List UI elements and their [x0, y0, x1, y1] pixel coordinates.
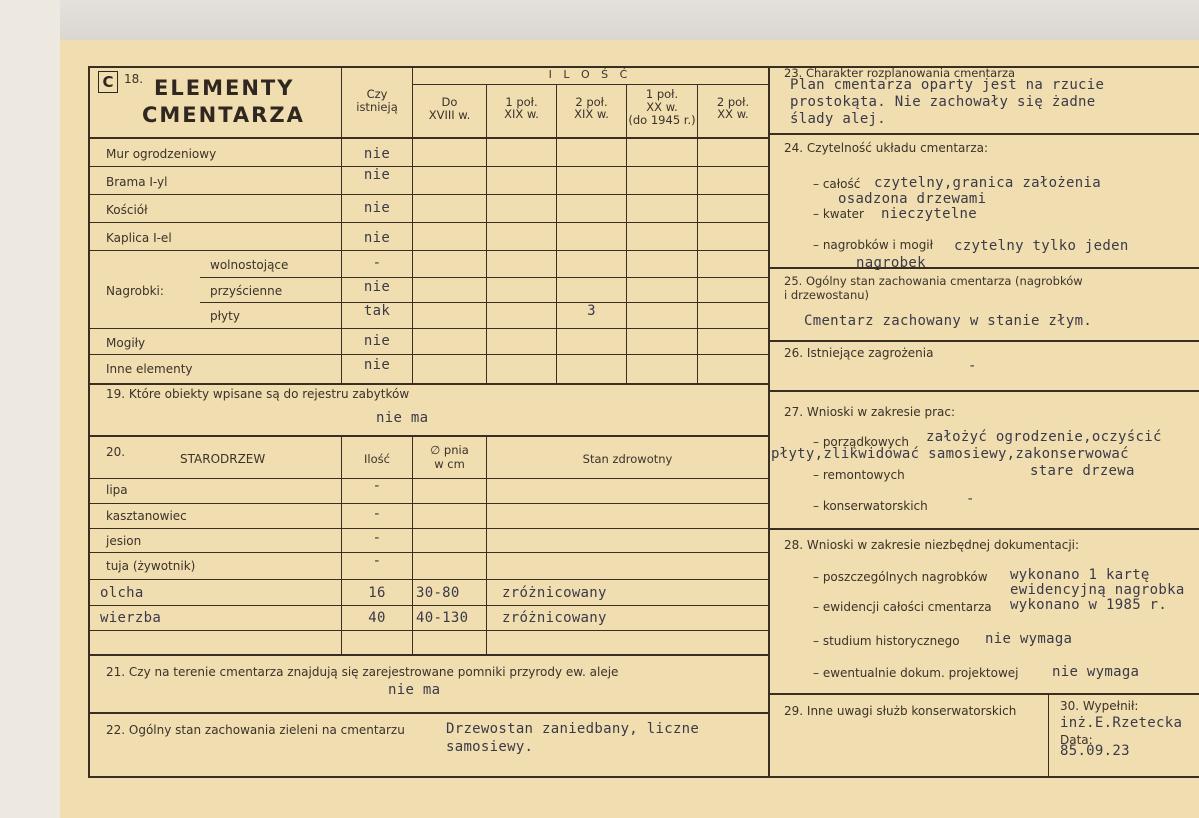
q30-label: 30. Wypełnił: — [1060, 699, 1139, 713]
cemetery-record-card — [60, 40, 1199, 818]
tree-row-qty: - — [372, 478, 382, 494]
tree-row-name: jesion — [106, 534, 142, 548]
q23-value-line3: ślady alej. — [790, 111, 887, 127]
q29-label: 29. Inne uwagi służb konserwatorskich — [784, 704, 1017, 718]
q23-value-line2: prostokąta. Nie zachowały się żadne — [790, 94, 1096, 110]
q30-date-label: Data: — [1060, 733, 1093, 747]
tree-row-name: olcha — [100, 585, 144, 601]
q28-item-value: wykonano w 1985 r. — [1010, 597, 1168, 613]
element-row-label: wolnostojące — [210, 258, 289, 272]
q27-label: 27. Wnioski w zakresie prac: — [784, 405, 956, 419]
elements-title-line1: ELEMENTY — [154, 76, 295, 100]
q28-label: 28. Wnioski w zakresie niezbędnej dokumentacji: — [784, 538, 1080, 552]
element-quantity-value: 3 — [587, 303, 596, 319]
element-exists-value: tak — [363, 303, 391, 319]
q27-item-label: – remontowych — [813, 468, 905, 482]
period-header-3-l2: XIX w. — [574, 107, 609, 121]
q21-value: nie ma — [388, 682, 441, 698]
q19-label: 19. Które obiekty wpisane są do rejestru zabytków — [106, 387, 410, 401]
q26-label: 26. Istniejące zagrożenia — [784, 346, 934, 360]
element-exists-value: nie — [363, 200, 391, 216]
period-header-1-l1: Do — [441, 95, 458, 109]
tree-row-qty: 40 — [368, 610, 386, 626]
q24-item-label: – nagrobków i mogił — [813, 238, 934, 252]
element-row-label: Mur ogrodzeniowy — [106, 147, 217, 161]
element-exists-value: nie — [363, 357, 391, 373]
period-header-2-l1: 1 poł. — [505, 95, 538, 109]
q19-value: nie ma — [376, 410, 429, 426]
q28-item-value: ewidencyjną nagrobka — [1010, 582, 1185, 598]
trees-health-header: Stan zdrowotny — [582, 452, 673, 466]
period-header-5-l1: 2 poł. — [716, 95, 750, 109]
tree-row-health: zróżnicowany — [502, 585, 607, 601]
element-exists-value: nie — [363, 146, 391, 162]
tree-row-name: kasztanowiec — [106, 509, 187, 523]
tree-row-name: lipa — [106, 483, 128, 497]
element-row-label: płyty — [210, 309, 240, 323]
tree-row-name: wierzba — [100, 610, 162, 626]
element-row-label: Brama I-yl — [106, 175, 168, 189]
q24-item-value: czytelny,granica założenia — [874, 175, 1101, 191]
period-header-1-l2: XVIII w. — [428, 108, 471, 122]
tree-row-health: zróżnicowany — [502, 610, 607, 626]
period-header-3-l1: 2 poł. — [575, 95, 608, 109]
exists-header-line2: istnieją — [356, 100, 398, 114]
trees-diameter-header-l2: w cm — [434, 457, 465, 471]
q24-item-value: nieczytelne — [881, 206, 978, 222]
element-exists-value: nie — [363, 167, 391, 183]
element-exists-value: nie — [363, 333, 391, 349]
q28-item-label: – poszczególnych nagrobków — [813, 570, 988, 584]
q28-item-label: – ewidencji całości cmentarza — [813, 600, 992, 614]
tree-row-qty: - — [372, 553, 382, 569]
tree-row-diameter: 30-80 — [416, 585, 460, 601]
element-row-label: przyścienne — [210, 284, 283, 298]
q25-value: Cmentarz zachowany w stanie złym. — [804, 313, 1093, 329]
q30-name: inż.E.Rzetecka — [1060, 715, 1183, 731]
q24-item-value: osadzona drzewami — [838, 191, 987, 207]
q28-item-label: – ewentualnie dokum. projektowej — [813, 666, 1019, 680]
q27-item-label: – konserwatorskich — [813, 499, 928, 513]
q22-value-line1: Drzewostan zaniedbany, liczne — [446, 721, 700, 737]
q28-item-value: nie wymaga — [985, 631, 1073, 647]
element-row-label: Inne elementy — [106, 362, 193, 376]
q27-item-value: stare drzewa — [1030, 463, 1135, 479]
q21-label: 21. Czy na terenie cmentarza znajdują się zarejestrowane pomniki przyrody ew. aleje — [106, 665, 619, 679]
element-row-label: Mogiły — [106, 336, 146, 350]
q25-label-line1: 25. Ogólny stan zachowania cmentarza (nagrobków — [784, 274, 1083, 288]
element-exists-value: nie — [363, 230, 391, 246]
q28-item-value: wykonano 1 kartę — [1010, 567, 1150, 583]
q23-label: 23. Charakter rozplanowania cmentarza — [784, 66, 1016, 80]
q27-item-value: - — [966, 491, 975, 507]
element-row-label: Kaplica I-el — [106, 231, 172, 245]
q26-value: - — [968, 358, 977, 374]
q27-item-label: – porządkowych — [813, 435, 909, 449]
q24-label: 24. Czytelność układu cmentarza: — [784, 141, 989, 155]
element-exists-value: - — [372, 255, 382, 271]
period-header-5-l2: XX w. — [717, 107, 749, 121]
q28-item-label: – studium historycznego — [813, 634, 960, 648]
tree-row-qty: - — [372, 506, 382, 522]
q24-item-value: nagrobek — [856, 255, 926, 271]
q30-date: 85.09.23 — [1060, 743, 1130, 759]
quantity-header: I L O Ś Ć — [548, 68, 632, 81]
q25-label-line2: i drzewostanu) — [784, 288, 870, 302]
period-header-4-l3: (do 1945 r.) — [628, 113, 696, 127]
q23-value-line1: Plan cmentarza oparty jest na rzucie — [790, 77, 1105, 93]
trees-title: STARODRZEW — [180, 452, 266, 466]
period-header-2-l2: XIX w. — [504, 107, 539, 121]
q27-item-value: płyty,zlikwidować samosiewy,zakonserwować — [771, 446, 1129, 462]
trees-qty-header: Ilość — [364, 452, 390, 466]
tree-row-qty: 16 — [368, 585, 386, 601]
trees-diameter-header-l1: ∅ pnia — [430, 443, 469, 457]
period-header-4-l1: 1 poł. — [645, 87, 679, 101]
section-20-number: 20. — [106, 445, 126, 459]
period-header-4-l2: XX w. — [646, 100, 678, 114]
tombstones-group-label: Nagrobki: — [106, 284, 164, 298]
section-18-number: 18. — [124, 72, 144, 86]
q24-item-label: – kwater — [813, 207, 864, 221]
q22-value-line2: samosiewy. — [446, 739, 534, 755]
tree-row-name: tuja (żywotnik) — [106, 559, 196, 573]
exists-header-line1: Czy — [366, 87, 388, 101]
q27-item-value: założyć ogrodzenie,oczyścić — [926, 429, 1162, 445]
element-row-label: Kościół — [106, 203, 148, 217]
q28-item-value: nie wymaga — [1052, 664, 1140, 680]
q24-item-value: czytelny tylko jeden — [954, 238, 1129, 254]
q24-item-label: – całość — [813, 177, 861, 191]
section-letter-box: C — [98, 71, 118, 93]
tree-row-qty: - — [372, 530, 382, 546]
element-exists-value: nie — [363, 279, 391, 295]
elements-title-line2: CMENTARZA — [142, 103, 305, 127]
q22-label: 22. Ogólny stan zachowania zieleni na cmentarzu — [106, 723, 405, 737]
tree-row-diameter: 40-130 — [416, 610, 469, 626]
